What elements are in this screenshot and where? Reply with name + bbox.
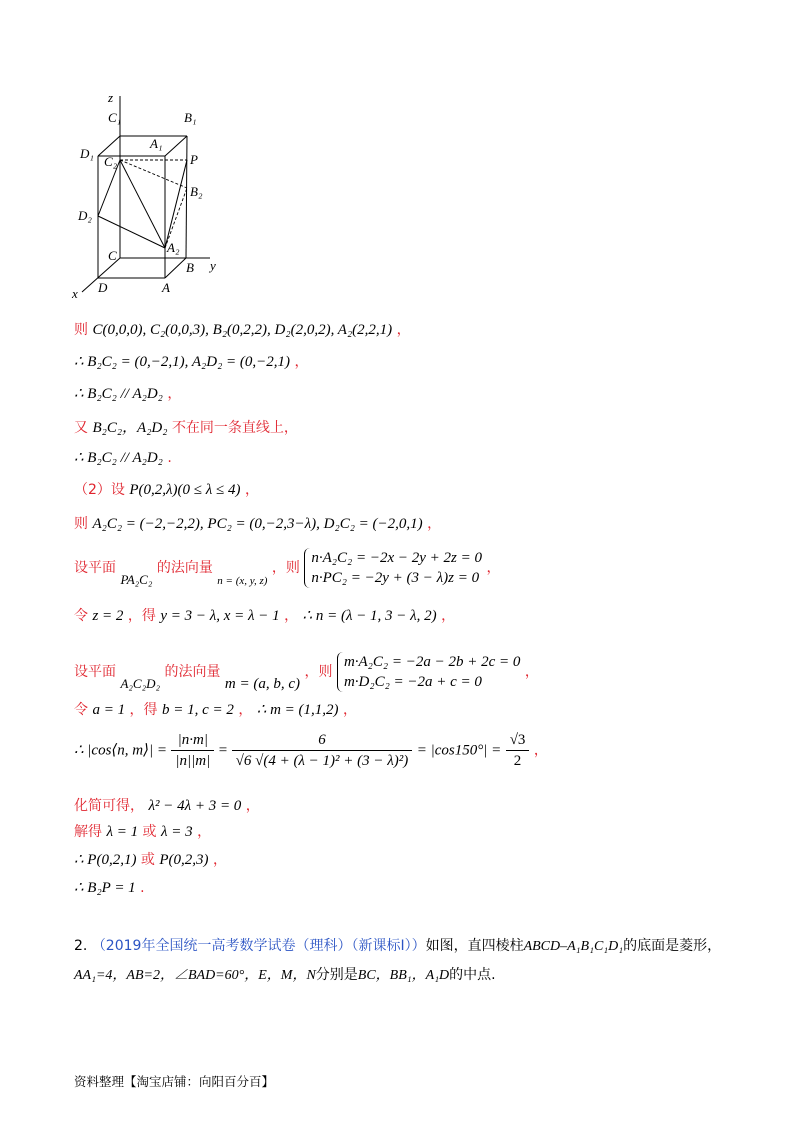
punct: ， — [244, 482, 259, 498]
text-plane: 设平面 — [74, 560, 116, 576]
solution-line-10 — [74, 652, 539, 694]
math-prism: ABCD–A₁B₁C₁D₁ — [523, 939, 624, 954]
text-de: ，得 — [127, 608, 156, 624]
label-z: z — [108, 90, 114, 105]
text-you: 又 — [74, 420, 88, 436]
punct: ， — [284, 608, 299, 624]
text-normal-vector: 的法向量 — [164, 664, 221, 680]
label-A2: A₂ — [167, 240, 180, 255]
footer-source: 资料整理【淘宝店铺：向阳百分百】 — [74, 1074, 275, 1089]
math-cos-lhs: ∴ |cos⟨n, m⟩| = — [74, 742, 167, 759]
punct: ， — [238, 702, 253, 718]
text-plane: 设平面 — [74, 664, 116, 680]
label-D: D — [98, 280, 108, 295]
punct: ， — [524, 664, 539, 680]
punct: ， — [427, 516, 442, 532]
punct: . — [140, 880, 145, 896]
math-b2p: ∴ B₂P = 1 — [74, 880, 136, 896]
text-ling: 令 — [74, 608, 88, 624]
text-or: 或 — [140, 852, 155, 868]
math-z: z = 2 — [92, 608, 124, 624]
label-D1: D₁ — [80, 146, 94, 161]
solution-line-12 — [74, 730, 548, 771]
equation-system-m — [337, 652, 520, 692]
text-solve: 解得 — [74, 824, 102, 840]
math-m: ∴ m = (1,1,2) — [256, 702, 339, 718]
text-then: ，则 — [304, 664, 333, 680]
label-x: x — [72, 286, 78, 300]
punct: ， — [197, 824, 212, 840]
denominator: √6 √(4 + (λ − 1)² + (3 − λ)²) — [235, 753, 409, 769]
label-A1: A₁ — [150, 136, 163, 151]
solution-line-2 — [74, 352, 308, 372]
solution-line-9 — [74, 606, 455, 626]
label-D2: D₂ — [78, 208, 92, 223]
numerator: 6 — [232, 730, 413, 751]
math-p1: ∴ P(0,2,1) — [74, 852, 137, 868]
solution-line-16 — [74, 878, 145, 898]
equation-system-n — [304, 548, 482, 588]
text-ze: 则 — [74, 322, 88, 338]
solution-line-1 — [74, 320, 411, 340]
math-normal-m: m = (a, b, c) — [224, 676, 301, 692]
fraction-nm — [171, 730, 214, 771]
math-parallel-conclusion: ∴ B₂C₂ // A₂D₂ — [74, 450, 163, 466]
math-n: ∴ n = (λ − 1, 3 − λ, 2) — [302, 608, 437, 624]
math-point-p: P(0,2,λ)(0 ≤ λ ≤ 4) — [129, 482, 241, 498]
punct: ， — [167, 386, 182, 402]
equation: n·PC₂ = −2y + (3 − λ)z = 0 — [311, 570, 480, 586]
solution-line-4 — [74, 418, 298, 438]
equation: m·D₂C₂ = −2a + c = 0 — [343, 674, 482, 690]
question-text: 如图，直四棱柱 — [425, 938, 524, 954]
solution-line-6 — [74, 480, 259, 500]
math-lambda1: λ = 1 — [106, 824, 139, 840]
label-P: P — [190, 152, 198, 167]
label-y: y — [210, 258, 216, 273]
math-plane-name: PA₂C₂ — [120, 572, 153, 587]
denominator: 2 — [513, 753, 522, 769]
label-C: C — [108, 248, 117, 263]
question-text: 的中点. — [449, 967, 496, 983]
text-de: ，得 — [129, 702, 158, 718]
label-B: B — [186, 260, 194, 275]
solution-line-5 — [74, 448, 172, 468]
punct: ， — [441, 608, 456, 624]
solution-line-3 — [74, 384, 181, 404]
punct: ， — [486, 560, 501, 576]
math-normal-n: n = (x, y, z) — [217, 575, 268, 587]
math-p2: P(0,2,3) — [159, 852, 209, 868]
punct: ， — [294, 354, 309, 370]
question-2 — [74, 932, 734, 990]
punct: ， — [533, 742, 548, 759]
math-lambda3: λ = 3 — [160, 824, 193, 840]
text-normal-vector: 的法向量 — [156, 560, 213, 576]
math-quadratic: λ² − 4λ + 3 = 0 — [148, 798, 242, 814]
solution-line-7 — [74, 514, 441, 534]
text-ze: 则 — [74, 516, 88, 532]
math-conditions: AA₁=4，AB=2，∠BAD=60°，E，M，N — [74, 968, 316, 983]
equation: n·A₂C₂ = −2x − 2y + 2z = 0 — [311, 550, 482, 566]
question-source: （2019年全国统一高考数学试卷（理科）（新课标Ⅰ）） — [91, 938, 426, 954]
text-ling: 令 — [74, 702, 88, 718]
text-or: 或 — [142, 824, 157, 840]
math-coords: C(0,0,0), C₂(0,0,3), B₂(0,2,2), D₂(2,0,2), A₂(2,2,1) — [92, 322, 393, 338]
text-not-collinear: 不在同一条直线上， — [171, 420, 298, 436]
math-vectors: ∴ B₂C₂ = (0,−2,1), A₂D₂ = (0,−2,1) — [74, 354, 291, 370]
solution-line-15 — [74, 850, 227, 870]
math-midpoints: BC，BB₁，A₁D — [357, 968, 450, 983]
prism-diagram — [70, 88, 240, 300]
label-A: A — [162, 280, 170, 295]
label-C1: C₁ — [108, 110, 122, 125]
punct: ， — [212, 852, 227, 868]
equals: = — [218, 742, 228, 759]
solution-line-14 — [74, 822, 211, 842]
math-cos150: = |cos150°| = — [416, 742, 502, 759]
label-B1: B₁ — [184, 110, 197, 125]
text-simplify: 化简可得， — [74, 798, 144, 814]
math-xy: y = 3 − λ, x = λ − 1 — [160, 608, 280, 624]
numerator: √3 — [506, 730, 530, 751]
equation: m·A₂C₂ = −2a − 2b + 2c = 0 — [343, 654, 521, 670]
punct: ， — [245, 798, 260, 814]
text-part2: （2）设 — [74, 482, 125, 498]
punct: ， — [343, 702, 357, 718]
question-number: 2. — [74, 938, 88, 954]
denominator: |n||m| — [175, 753, 211, 769]
solution-line-11 — [74, 700, 357, 720]
math-parallel: ∴ B₂C₂ // A₂D₂ — [74, 386, 163, 402]
text-then: ，则 — [271, 560, 300, 576]
punct: ， — [396, 322, 411, 338]
numerator: |n·m| — [171, 730, 214, 751]
question-text: 分别是 — [315, 967, 358, 983]
math-plane-name: A₂C₂D₂ — [120, 676, 161, 691]
label-C2: C₂ — [104, 154, 118, 169]
math-bc: b = 1, c = 2 — [161, 702, 234, 718]
fraction-sqrt3 — [506, 730, 530, 771]
math-vectors-2: A₂C₂ = (−2,−2,2), PC₂ = (0,−2,3−λ), D₂C₂ = (−2,0,1) — [92, 516, 423, 532]
solution-line-13 — [74, 796, 260, 816]
fraction-value — [232, 730, 413, 771]
solution-line-8 — [74, 548, 500, 591]
punct: . — [167, 450, 172, 466]
math-a: a = 1 — [92, 702, 126, 718]
math-segments: B₂C₂，A₂D₂ — [92, 420, 168, 436]
label-B2: B₂ — [190, 184, 203, 199]
question-text: 的底面是菱形， — [623, 938, 722, 954]
